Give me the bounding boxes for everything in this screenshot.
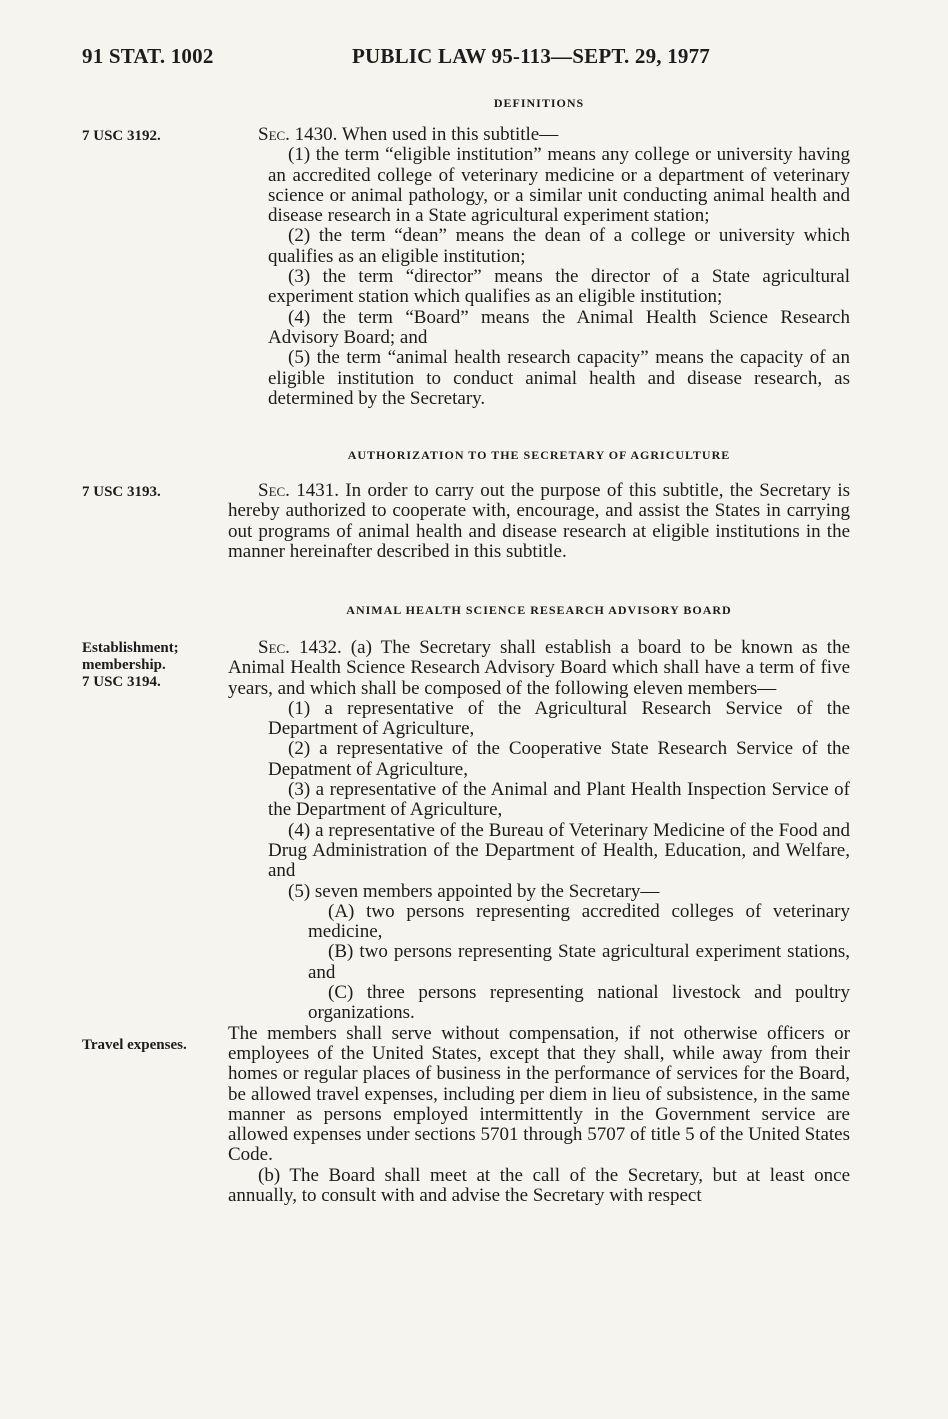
stat-page-number: 91 STAT. 1002 [82,44,214,68]
section-label: Sec. 1431. [258,480,339,501]
travel-expenses-paragraph: The members shall serve without compensation, if not otherwise officers or employees of the United States, except that they shall, while away from their homes or regular places of business in the performance of services for the Board, be allowed travel expenses, including per diem in lieu of subsistence, in the same manner as persons employed intermittently in the Government service are allowed expenses under sections 5701 through 5707 of title 5 of the United States Code. [228,1022,850,1166]
margin-note-3194 [82,640,217,691]
definition-item: (1) the term “eligible institution” means any college or university having an accredited college of veterinary medicine or a department of veterinary science or animal pathology, or a similar unit conducting animal health and disease research in a State agricultural experiment station; [268,144,850,227]
section-label: Sec. 1430. [258,124,338,145]
margin-note-line: Travel expenses. [82,1037,187,1053]
paragraph-b: (b) The Board shall meet at the call of the Secretary, but at least once annually, to consult with and advise the Secretary with respect [228,1164,850,1207]
heading-definitions: DEFINITIONS [493,96,585,110]
heading-advisory-board: ANIMAL HEALTH SCIENCE RESEARCH ADVISORY BOARD [346,603,732,617]
heading-authorization: AUTHORIZATION TO THE SECRETARY OF AGRICULTURE [347,448,731,462]
member-item: (5) seven members appointed by the Secretary— [288,880,660,902]
section-intro-text: When used in this subtitle— [337,124,559,145]
section-intro-text: (a) The Secretary shall establish a board to be known as the Animal Health Science Research Advisory Board which shall have a term of five years, and which shall be composed of the following eleven members— [228,637,850,699]
public-law-title: PUBLIC LAW 95-113—SEPT. 29, 1977 [352,44,711,68]
margin-note-line: 7 USC 3193. [82,484,161,500]
section-1431 [228,481,850,562]
section-1430 [228,125,850,409]
section-label: Sec. 1432. [258,637,342,658]
margin-note-line: 7 USC 3192. [82,128,161,144]
member-item: (1) a representative of the Agricultural Research Service of the Department of Agriculture, [268,697,850,740]
margin-note-3192 [82,128,217,145]
section-intro [228,125,850,145]
margin-note-line: 7 USC 3194. [82,674,161,690]
margin-note-line: membership. [82,657,166,673]
definition-item: (5) the term “animal health research capacity” means the capacity of an eligible institution to conduct animal health and disease research, as determined by the Secretary. [268,347,850,409]
section-body-text: In order to carry out the purpose of this subtitle, the Secretary is hereby authorized to cooperate with, encourage, and assist the States in carrying out programs of animal health and disease research at eligible institutions in the manner hereinafter described in this subtitle. [228,480,850,562]
member-item: (4) a representative of the Bureau of Veterinary Medicine of the Food and Drug Administration of the Department of Health, Education, and Welfare, and [268,819,850,882]
member-item: (2) a representative of the Cooperative State Research Service of the Depatment of Agriculture, [268,738,850,780]
member-item: (3) a representative of the Animal and Plant Health Inspection Service of the Department of Agriculture, [268,779,850,821]
page-header [82,44,710,74]
member-subitem: (A) two persons representing accredited colleges of veterinary medicine, [308,900,850,943]
definition-item: (2) the term “dean” means the dean of a college or university which qualifies as an eligible institution; [268,225,850,267]
margin-note-3193 [82,484,217,501]
margin-note-travel [82,1037,217,1054]
section-text [228,481,850,562]
definition-item: (4) the term “Board” means the Animal Health Science Research Advisory Board; and [268,306,850,348]
margin-note-line: Establishment; [82,640,179,656]
section-1432 [228,638,850,1206]
member-subitem: (B) two persons representing State agricultural experiment stations, and [308,941,850,983]
section-intro [228,638,850,699]
member-subitem: (C) three persons representing national livestock and poultry organizations. [308,982,850,1024]
definition-item: (3) the term “director” means the director of a State agricultural experiment station which qualifies as an eligible institution; [268,266,850,308]
